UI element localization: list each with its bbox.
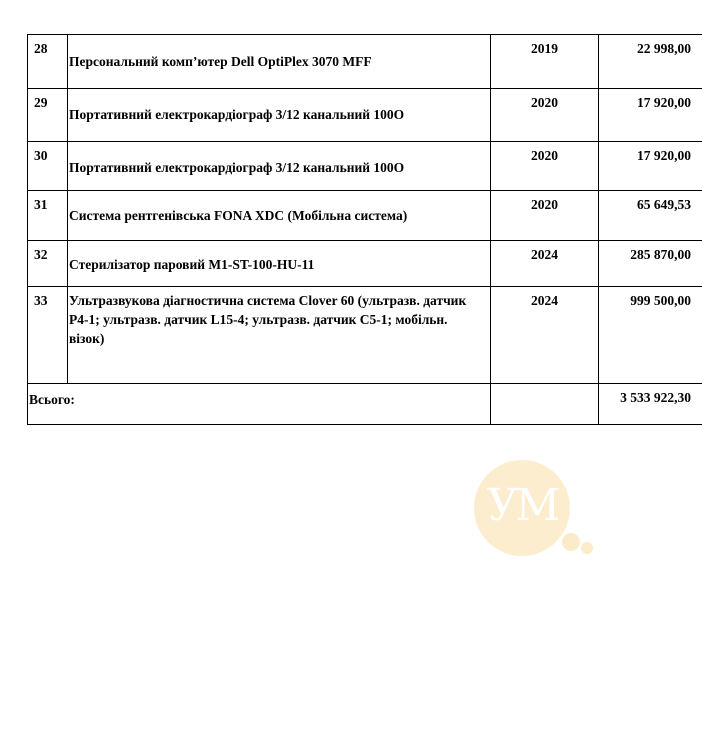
row-number: 31 [28, 191, 68, 241]
item-name: Персональний комп’ютер Dell OptiPlex 3070 MFF [69, 54, 372, 69]
total-spacer-cell [491, 384, 599, 425]
item-name-cell [68, 287, 491, 384]
item-price: 999 500,00 [599, 287, 702, 384]
item-name: Портативний електрокардіограф 3/12 канальний 100О [69, 160, 405, 175]
watermark-text: УМ [486, 480, 558, 531]
row-number: 29 [28, 89, 68, 142]
watermark-dot [562, 533, 580, 551]
item-year: 2019 [491, 35, 599, 89]
total-label: Всього: [28, 384, 491, 425]
watermark-logo [474, 460, 570, 556]
item-year: 2020 [491, 191, 599, 241]
table-row [28, 241, 702, 287]
watermark-dot [581, 542, 593, 554]
item-name: Стерилізатор паровий M1-ST-100-HU-11 [69, 257, 315, 272]
item-year: 2024 [491, 287, 599, 384]
item-name-cell [68, 35, 491, 89]
item-name: Система рентгенівська FONA XDC (Мобільна система) [69, 208, 408, 223]
item-year: 2020 [491, 142, 599, 191]
item-year: 2024 [491, 241, 599, 287]
item-name-cell [68, 191, 491, 241]
table-row [28, 89, 702, 142]
item-price: 17 920,00 [599, 89, 702, 142]
inventory-table [27, 34, 702, 425]
row-number: 33 [28, 287, 68, 384]
item-price: 285 870,00 [599, 241, 702, 287]
table-row [28, 191, 702, 241]
row-number: 28 [28, 35, 68, 89]
item-name: Ультразвукова діагностична система Clover 60 (ультразв. датчик P4-1; ультразв. датчик L15-4; ультразв. датчик C5-1; мобільн. візок) [69, 293, 467, 346]
item-name: Портативний електрокардіограф 3/12 канальний 100О [69, 107, 405, 122]
item-price: 65 649,53 [599, 191, 702, 241]
row-number: 30 [28, 142, 68, 191]
table-row [28, 287, 702, 384]
item-name-cell [68, 241, 491, 287]
total-value: 3 533 922,30 [599, 384, 702, 425]
table-row [28, 142, 702, 191]
item-name-cell [68, 142, 491, 191]
row-number: 32 [28, 241, 68, 287]
item-price: 17 920,00 [599, 142, 702, 191]
total-row [28, 384, 702, 425]
table-row [28, 35, 702, 89]
item-price: 22 998,00 [599, 35, 702, 89]
item-name-cell [68, 89, 491, 142]
item-year: 2020 [491, 89, 599, 142]
